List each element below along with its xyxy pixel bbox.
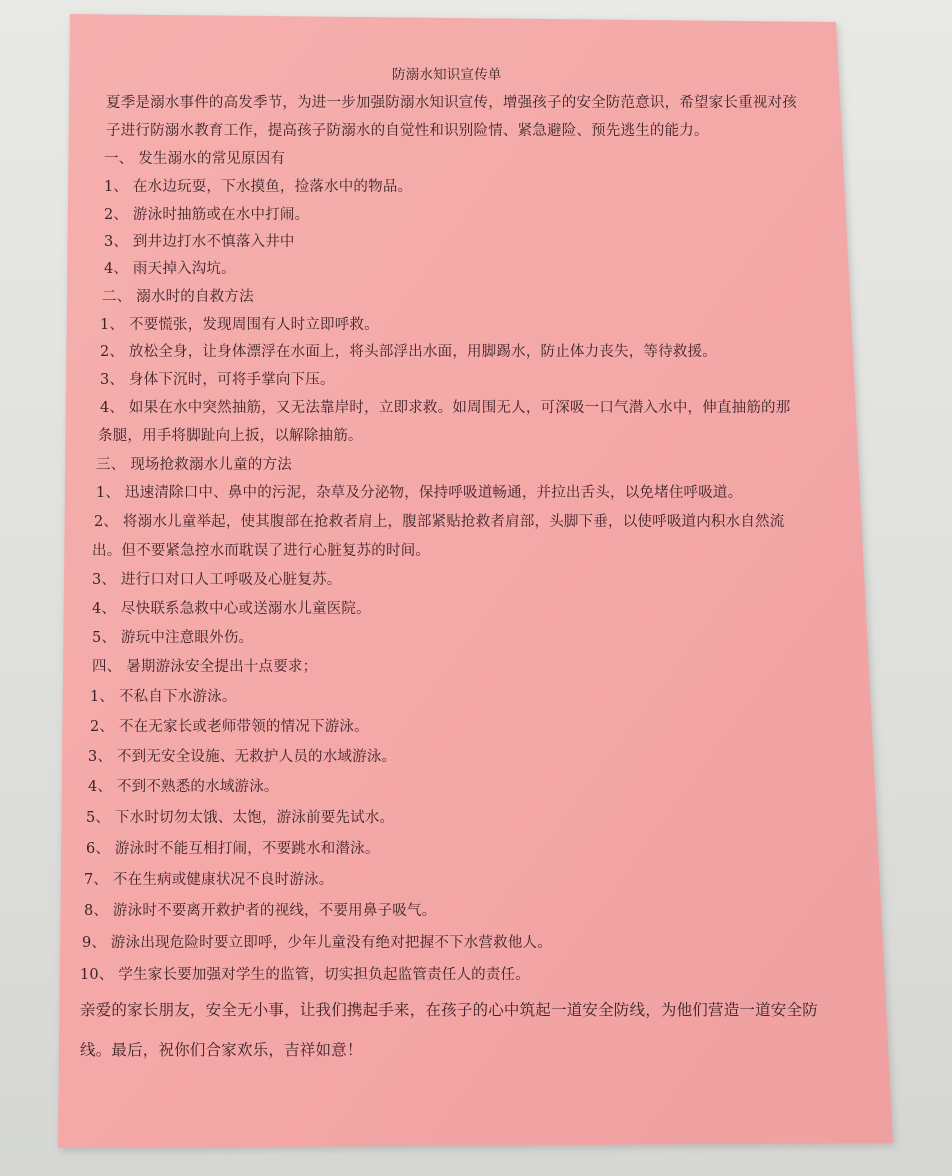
list-item: 3、 不到无安全设施、无救护人员的水域游泳。 (88, 749, 397, 765)
list-item: 3、 进行口对口人工呼吸及心脏复苏。 (92, 572, 342, 588)
list-item: 4、 不到不熟悉的水域游泳。 (88, 779, 279, 795)
list-item: 2、 将溺水儿童举起，使其腹部在抢救者肩上，腹部紧贴抢救者肩部，头脚下垂，以使呼吸道内积水自然流 (94, 514, 785, 530)
list-item: 7、 不在生病或健康状况不良时游泳。 (84, 872, 334, 888)
list-item-continuation: 条腿，用手将脚趾向上扳，以解除抽筋。 (98, 428, 363, 444)
list-item: 8、 游泳时不要离开救护者的视线，不要用鼻子吸气。 (84, 903, 437, 919)
section-heading: 二、 溺水时的自救方法 (102, 289, 254, 305)
list-item: 1、 在水边玩耍，下水摸鱼，捡落水中的物品。 (104, 179, 413, 195)
list-item: 2、 游泳时抽筋或在水中打闹。 (104, 207, 310, 223)
leaflet-title: 防溺水知识宣传单 (392, 67, 502, 83)
list-item: 5、 下水时切勿太饿、太饱，游泳前要先试水。 (86, 810, 395, 826)
section-heading: 三、 现场抢救溺水儿童的方法 (96, 457, 292, 473)
intro-line: 子进行防溺水教育工作，提高孩子防溺水的自觉性和识别险情、紧急避险、预先逃生的能力。 (106, 123, 709, 139)
list-item: 6、 游泳时不能互相打闹，不要跳水和潜泳。 (86, 841, 380, 857)
list-item: 4、 如果在水中突然抽筋，又无法靠岸时，立即求救。如周围无人，可深吸一口气潜入水中，伸直抽筋的那 (100, 400, 791, 416)
closing-paragraph-line: 线。最后，祝你们合家欢乐，吉祥如意！ (80, 1041, 363, 1059)
list-item: 1、 迅速清除口中、鼻中的污泥，杂草及分泌物，保持呼吸道畅通，并拉出舌头，以免堵住呼吸道。 (96, 485, 743, 501)
list-item: 4、 尽快联系急救中心或送溺水儿童医院。 (92, 601, 371, 617)
list-item: 9、 游泳出现危险时要立即呼，少年儿童没有绝对把握不下水营救他人。 (82, 935, 552, 951)
section-heading: 四、 暑期游泳安全提出十点要求； (92, 659, 318, 675)
list-item: 2、 不在无家长或老师带领的情况下游泳。 (90, 719, 369, 735)
list-item: 1、 不私自下水游泳。 (90, 689, 237, 705)
list-item: 2、 放松全身，让身体漂浮在水面上，将头部浮出水面，用脚踢水，防止体力丧失，等待救援。 (100, 344, 717, 360)
intro-line: 夏季是溺水事件的高发季节，为进一步加强防溺水知识宣传，增强孩子的安全防范意识，希望家长重视对孩 (106, 95, 797, 111)
list-item: 3、 到井边打水不慎落入井中 (104, 234, 295, 250)
list-item: 4、 雨天掉入沟坑。 (104, 261, 236, 277)
list-item: 3、 身体下沉时，可将手掌向下压。 (100, 372, 335, 388)
section-heading: 一、 发生溺水的常见原因有 (104, 151, 286, 167)
list-item: 5、 游玩中注意眼外伤。 (92, 630, 254, 646)
list-item-continuation: 出。但不要紧急控水而耽误了进行心脏复苏的时间。 (92, 543, 431, 559)
closing-paragraph-line: 亲爱的家长朋友，安全无小事，让我们携起手来，在孩子的心中筑起一道安全防线，为他们营造一道安全防 (80, 1001, 818, 1019)
list-item: 10、 学生家长要加强对学生的监管，切实担负起监管责任人的责任。 (80, 967, 530, 983)
list-item: 1、 不要慌张，发现周围有人时立即呼救。 (100, 317, 379, 333)
